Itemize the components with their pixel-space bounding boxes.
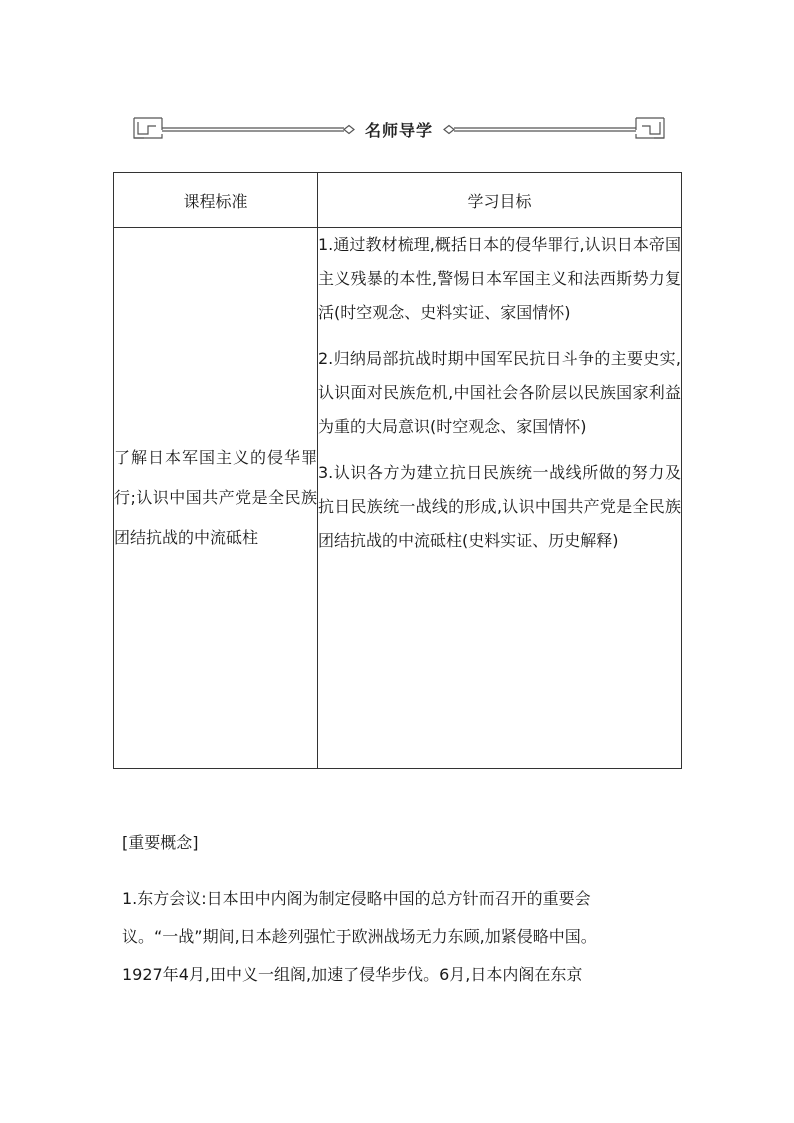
column-header-standard: 课程标准 (114, 173, 318, 228)
banner-title: 名师导学 (364, 121, 433, 140)
paragraph-line-1: 1.东方会议:日本田中内阁为制定侵略中国的总方针而召开的重要会 (122, 889, 591, 908)
table-header-row (114, 173, 682, 228)
column-header-goals: 学习目标 (318, 173, 682, 228)
learning-goal-3: 3.认识各方为建立抗日民族统一战线所做的努力及抗日民族统一战线的形成,认识中国共产党是全民族团结抗战的中流砥柱(史料实证、历史解释) (318, 463, 681, 550)
course-standard-cell: 了解日本军国主义的侵华罪行;认识中国共产党是全民族团结抗战的中流砥柱 (114, 228, 318, 769)
table-row (114, 228, 682, 769)
concept-paragraph (122, 880, 682, 994)
paragraph-line-3: 1927年4月,田中义一组阁,加速了侵华步伐。6月,日本内阁在东京 (122, 965, 583, 984)
paragraph-line-2: 议。“一战”期间,日本趁列强忙于欧洲战场无力东顾,加紧侵略中国。 (122, 927, 597, 946)
learning-goals-cell (318, 228, 682, 769)
learning-guide-table (113, 172, 682, 769)
learning-goal-2: 2.归纳局部抗战时期中国军民抗日斗争的主要史实,认识面对民族危机,中国社会各阶层以民族国家利益为重的大局意识(时空观念、家国情怀) (318, 349, 681, 436)
learning-goal-1: 1.通过教材梳理,概括日本的侵华罪行,认识日本帝国主义残暴的本性,警惕日本军国主义和法西斯势力复活(时空观念、史料实证、家国情怀) (318, 235, 681, 322)
concepts-heading: [重要概念] (122, 833, 199, 852)
section-banner (132, 116, 666, 142)
